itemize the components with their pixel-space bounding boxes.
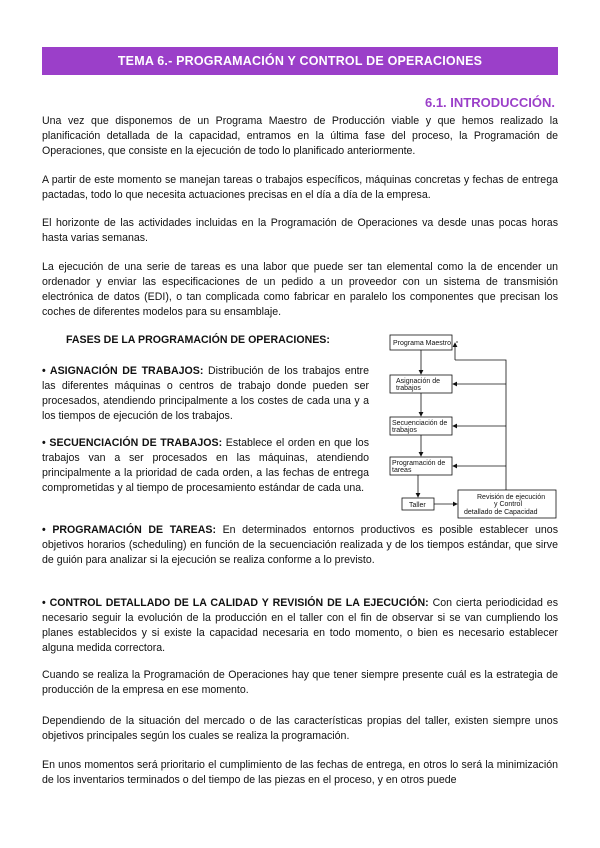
diagram-label-sequencing-1: Secuenciación de: [392, 420, 448, 427]
diagram-label-sequencing-2: trabajos: [392, 427, 417, 434]
bullet-sequencing: [42, 436, 369, 496]
chapter-title: TEMA 6.- PROGRAMACIÓN Y CONTROL DE OPERACIONES: [117, 54, 483, 68]
section-title: 6.1. INTRODUCCIÓN.: [424, 95, 555, 110]
paragraph-priorities: En unos momentos será prioritario el cumplimiento de las fechas de entrega, en otros lo será la minimización de los inventarios terminados o del tiempo de las piezas en el proceso, y en otros puede: [42, 759, 558, 786]
bullet-scheduling-text: En determinados entornos productivos es posible establecer unos objetivos horarios (scheduling) en función de la secuenciación realizada y de los tiempos estándar, que sirve de guión para analizar si la ejecución se realiza conforme a lo previsto.: [42, 524, 558, 566]
bullet-control-lead: • CONTROL DETALLADO DE LA CALIDAD Y REVISIÓN DE LA EJECUCIÓN:: [42, 597, 429, 609]
bullet-sequencing-text: Establece el orden en que los trabajos van a ser procesados en las máquinas, atendiendo principalmente a la prioridad de cada orden, a las fechas de entrega comprometidas y al tiempo de procesamiento estándar de cada una.: [42, 437, 369, 494]
bullet-assignment: [42, 364, 369, 424]
diagram-label-assignment-2: trabajos: [396, 385, 421, 392]
diagram-label-review-2: y Control: [494, 501, 523, 508]
diagram-label-review-1: Revisión de ejecución: [477, 494, 546, 501]
paragraph-horizon: El horizonte de las actividades incluidas en la Programación de Operaciones va desde unas pocas horas hasta varias semanas.: [42, 217, 558, 244]
bullet-sequencing-lead: • SECUENCIACIÓN DE TRABAJOS:: [42, 437, 223, 449]
bullet-control: [42, 596, 558, 656]
bullet-assignment-lead: • ASIGNACIÓN DE TRABAJOS:: [42, 365, 204, 377]
operations-flow-diagram: [380, 330, 560, 522]
diagram-label-scheduling-1: Programación de: [392, 460, 446, 467]
paragraph-tasks: A partir de este momento se manejan tareas o trabajos específicos, máquinas concretas y fechas de entrega pactadas, todo lo que necesita actuaciones precisas en el día a día de la empresa.: [42, 174, 558, 201]
diagram-feedback-line: [455, 360, 506, 490]
diagram-label-assignment-1: Asignación de: [396, 378, 440, 385]
chapter-title-banner: [42, 47, 558, 75]
paragraph-execution: La ejecución de una serie de tareas es una labor que puede ser tan elemental como la de encender un ordenador y enviar las especificaciones de un pedido a un proveedor con un sistema de transmisión electrónica de datos (EDI), o tan complicada como fabricar en paralelo los componentes que precisan los coches de diferentes modelos para su ensamblaje.: [42, 261, 558, 318]
bullet-scheduling: [42, 523, 558, 568]
diagram-label-scheduling-2: tareas: [392, 467, 412, 474]
diagram-label-master-program: Programa Maestro: [393, 340, 451, 347]
bullet-control-text: Con cierta periodicidad es necesario seguir la evolución de la producción en el taller con el fin de observar si se van cumpliendo los planes establecidos y si existe la capacidad necesaria en todo momento, o bien es necesario establecer alguna medida correctora.: [42, 597, 558, 654]
diagram-label-workshop: Taller: [409, 502, 426, 509]
paragraph-strategy: Cuando se realiza la Programación de Operaciones hay que tener siempre presente cuál es la estrategia de producción de la empresa en ese momento.: [42, 669, 558, 696]
bullet-scheduling-lead: • PROGRAMACIÓN DE TAREAS:: [42, 524, 216, 536]
phases-heading: FASES DE LA PROGRAMACIÓN DE OPERACIONES:: [66, 334, 330, 346]
paragraph-intro: Una vez que disponemos de un Programa Maestro de Producción viable y que hemos realizado la planificación detallada de la capacidad, entramos en la última fase del proceso, la Programación de Operaciones, que consiste en la ejecución de todo lo planificado anteriormente.: [42, 115, 558, 157]
paragraph-objectives: Dependiendo de la situación del mercado o de las características propias del taller, existen siempre unos objetivos principales según los cuales se realiza la programación.: [42, 715, 558, 742]
diagram-label-review-3: detallado de Capacidad: [464, 509, 538, 516]
bullet-assignment-text: Distribución de los trabajos entre las diferentes máquinas o centros de trabajo donde pueden ser procesados, atendiendo principalmente a los costes de cada una y a los tiempos de ejecución de los trabajos.: [42, 365, 369, 422]
